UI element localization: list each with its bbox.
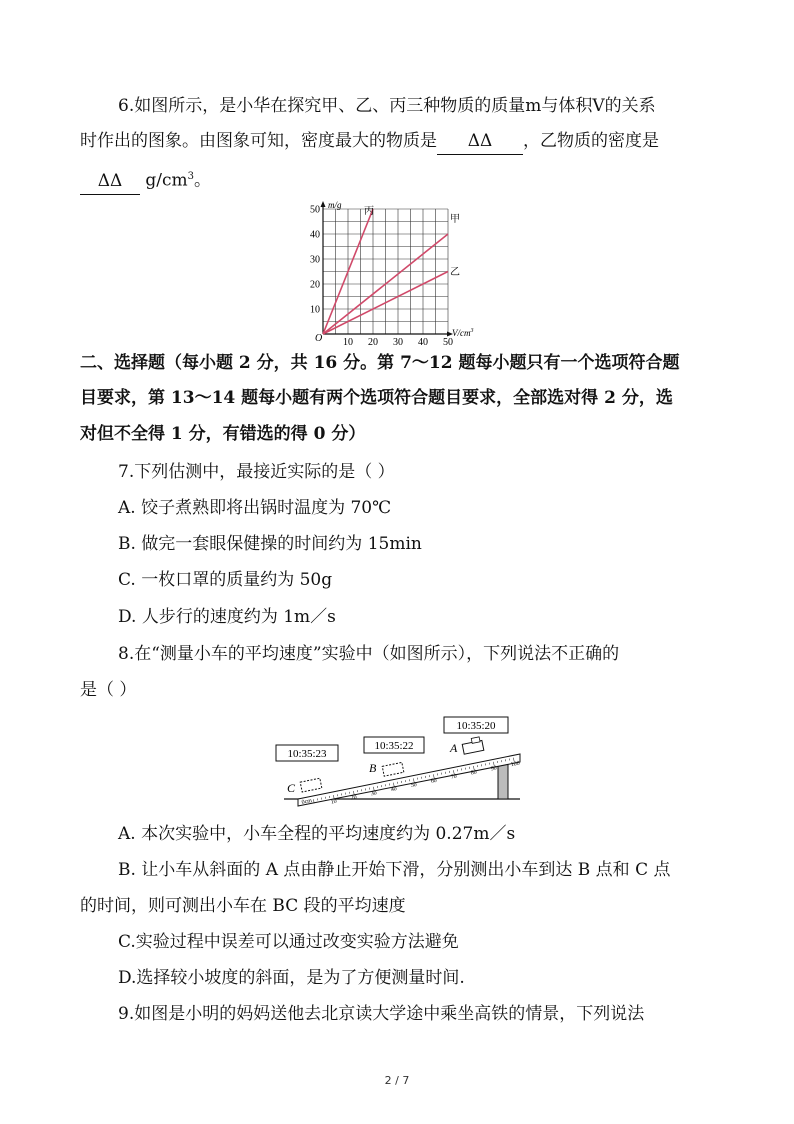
q7-option-d[interactable]: D. 人步行的速度约为 1m／s	[118, 607, 336, 627]
ruler-tick-label: 60	[430, 777, 438, 785]
q6-line3-end: 。	[194, 170, 212, 191]
clock-b-time: 10:35:22	[374, 740, 414, 752]
y-tick-label: 10	[310, 304, 320, 316]
y-tick-label: 20	[310, 279, 320, 291]
car-c-outline	[300, 778, 322, 792]
q8-stem-line2: 是（ ）	[80, 680, 137, 700]
q7-option-a[interactable]: A. 饺子煮熟即将出锅时温度为 70℃	[118, 498, 392, 518]
incline-ruler	[298, 754, 520, 806]
q6-line2-text-a: 时作出的图象。由图象可知，密度最大的物质是	[80, 131, 437, 151]
q7-stem: 7.下列估测中，最接近实际的是（ ）	[118, 462, 395, 482]
graph-grid	[323, 209, 448, 334]
q6-line2-text-b: ，乙物质的密度是	[523, 131, 659, 151]
car-at-c	[300, 778, 322, 792]
y-axis-arrow	[321, 201, 326, 207]
point-c-label: C	[287, 781, 296, 795]
ruler-tick-label: 30	[370, 790, 378, 798]
car-a-cab	[471, 737, 480, 743]
x-axis-label-sup: 3	[470, 328, 474, 334]
graph-tick-labels	[310, 205, 453, 347]
q6-answer-blank-1[interactable]: ΔΔ	[437, 128, 523, 155]
q8-stem-line1: 8.在“测量小车的平均速度”实验中（如图所示），下列说法不正确的	[118, 644, 620, 664]
x-tick-label: 20	[368, 337, 378, 346]
q8-option-a[interactable]: A. 本次实验中，小车全程的平均速度约为 0.27m／s	[118, 824, 516, 844]
y-tick-label: 30	[310, 254, 320, 266]
ruler-tick-label: 40	[390, 786, 398, 794]
x-tick-label: 50	[443, 337, 453, 346]
section2-heading-line2: 目要求，第 13～14 题每小题有两个选项符合题目要求，全部选对得 2 分，选	[80, 388, 673, 408]
ruler-tick-label: 10	[330, 798, 338, 806]
q6-line2	[80, 128, 659, 155]
q9-stem-line1: 9.如图是小明的妈妈送他去北京读大学途中乘坐高铁的情景，下列说法	[118, 1004, 645, 1024]
ruler-tick-label: 50	[410, 781, 418, 790]
q8-option-d[interactable]: D.选择较小坡度的斜面，是为了方便测量时间.	[118, 968, 465, 988]
mass-volume-graph	[300, 198, 500, 346]
y-tick-label: 50	[310, 204, 320, 216]
series-label-jia: 甲	[450, 214, 460, 225]
car-at-a	[461, 736, 483, 754]
q8-option-c[interactable]: C.实验过程中误差可以通过改变实验方法避免	[118, 932, 459, 952]
incline-experiment-figure	[270, 712, 526, 812]
x-tick-label: 30	[393, 337, 403, 346]
q7-option-c[interactable]: C. 一枚口罩的质量约为 50g	[118, 570, 333, 590]
q6-line3	[80, 164, 211, 195]
series-label-bing: 丙	[364, 206, 374, 217]
q6-line1: 6.如图所示，是小华在探究甲、乙、丙三种物质的质量m与体积V的关系	[118, 96, 656, 116]
ruler-tick-label: 80	[470, 769, 478, 777]
x-tick-label: 40	[418, 337, 428, 346]
q6-density-unit: g/cm	[145, 170, 188, 191]
ruler-unit-label: 0cm	[301, 798, 313, 806]
clock-a-time: 10:35:20	[456, 720, 496, 732]
x-tick-label: 10	[343, 337, 353, 346]
clock-c-time: 10:35:23	[287, 748, 327, 760]
car-at-b	[382, 762, 404, 776]
ruler-tick-label: 20	[350, 794, 358, 802]
y-tick-label: 40	[310, 229, 320, 241]
origin-label: O	[315, 333, 323, 344]
q8-option-b-line2[interactable]: 的时间，则可测出小车在 BC 段的平均速度	[80, 896, 406, 916]
point-b-label: B	[369, 761, 377, 775]
ruler-tick-label: 90	[490, 765, 498, 773]
q7-option-b[interactable]: B. 做完一套眼保健操的时间约为 15min	[118, 534, 422, 554]
car-b-outline	[382, 762, 404, 776]
q6-answer-blank-2[interactable]: ΔΔ	[80, 168, 140, 195]
ruler-tick-label: 70	[450, 773, 458, 781]
point-a-label: A	[450, 741, 458, 755]
section2-heading-line3: 对但不全得 1 分，有错选的得 0 分）	[80, 424, 366, 444]
q8-option-b-line1[interactable]: B. 让小车从斜面的 A 点由静止开始下滑，分别测出小车到达 B 点和 C 点	[118, 860, 671, 880]
series-label-yi: 乙	[450, 267, 460, 278]
q6-unit-superscript: 3	[187, 171, 195, 182]
y-axis-label: m/g	[328, 200, 342, 210]
page-number: 2 / 7	[384, 1074, 410, 1087]
ruler-tick-label: 100	[510, 760, 521, 769]
section2-heading-line1: 二、选择题（每小题 2 分，共 16 分。第 7～12 题每小题只有一个选项符合题	[80, 353, 680, 373]
x-axis-label	[452, 328, 474, 338]
x-axis-label-text: V/cm	[452, 328, 471, 338]
